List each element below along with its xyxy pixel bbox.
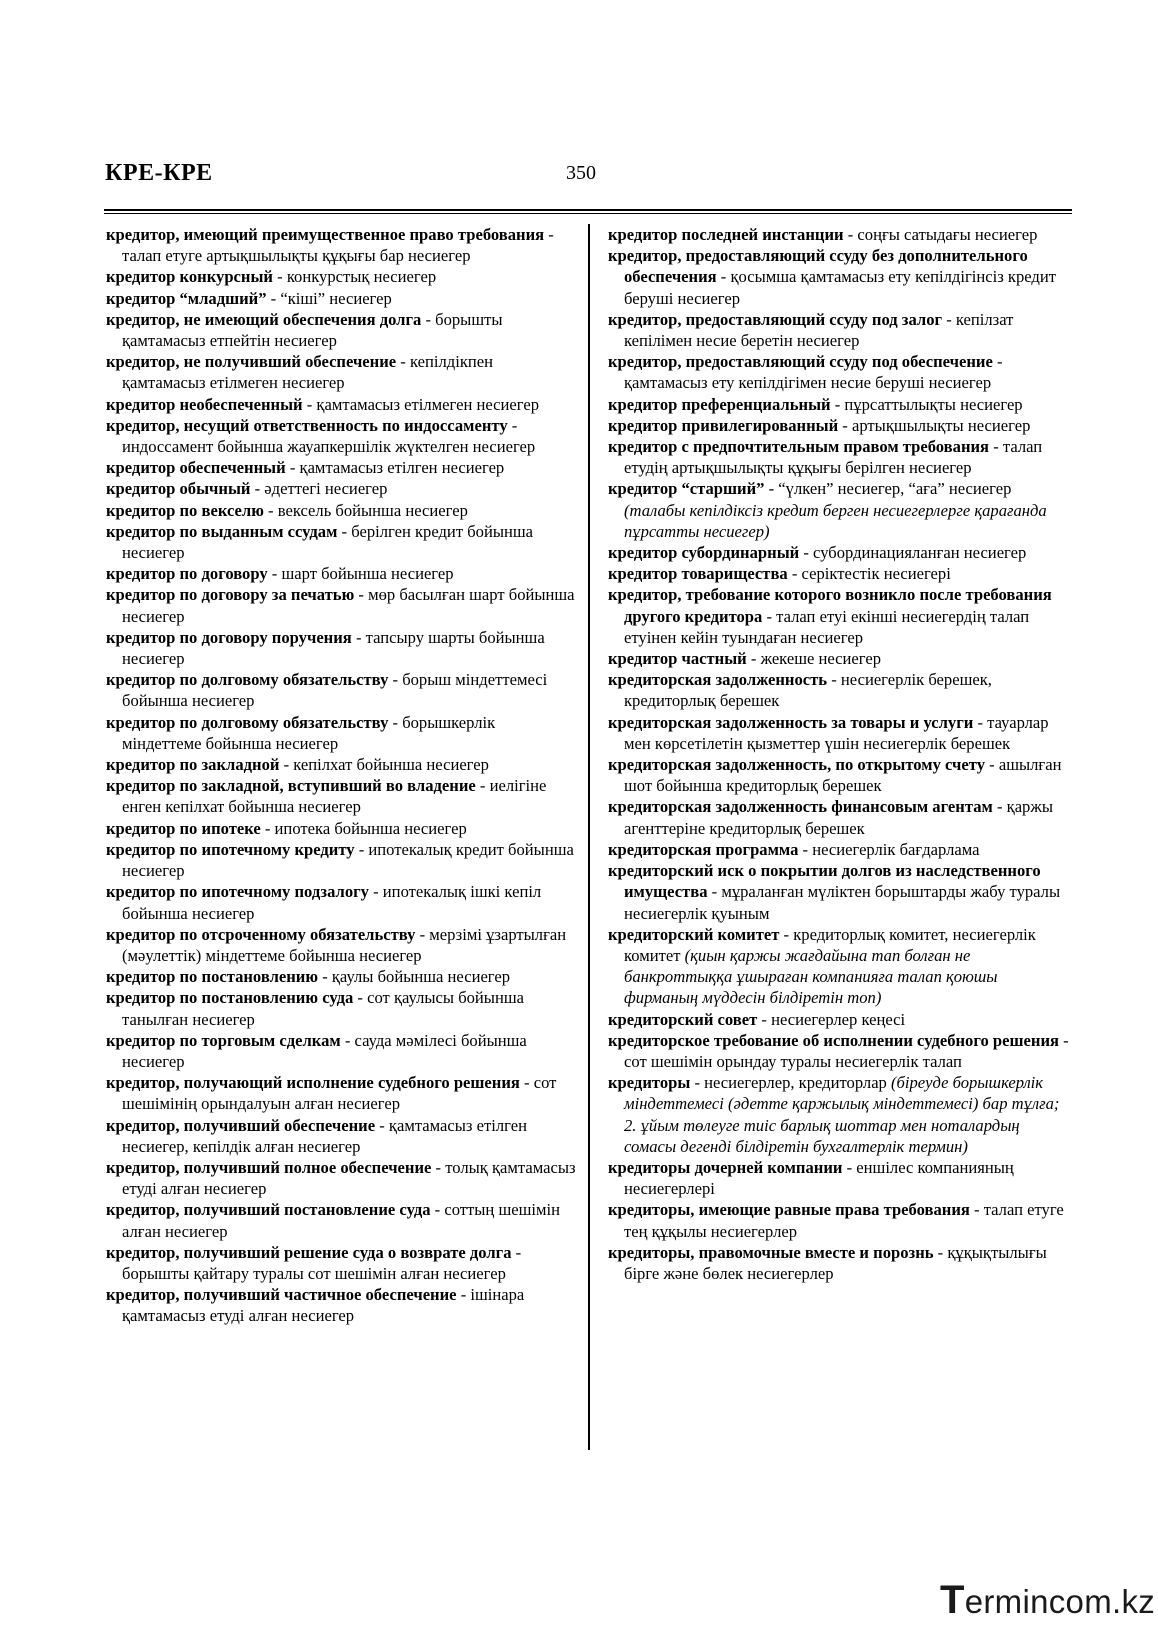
entry-definition: - соттың шешімін алған несиегер	[122, 1200, 560, 1241]
entry-definition: - вексель бойынша несиегер	[263, 500, 468, 520]
logo-text: ermincom.kz	[964, 1583, 1156, 1620]
dictionary-entry	[106, 775, 578, 817]
entry-definition: - серіктестік несиегері	[787, 564, 951, 584]
entry-term: кредиторский совет	[608, 1009, 758, 1029]
dictionary-entry	[106, 1072, 578, 1114]
entry-definition: - тауарлар мен көрсетілетін қызметтер үшін несиегерлік берешек	[624, 712, 1049, 753]
dictionary-entry	[106, 1030, 578, 1072]
entry-term: кредитор, получивший обеспечение	[106, 1115, 376, 1135]
dictionary-entry	[608, 309, 1074, 351]
entry-definition: - мөр басылған шарт бойынша несиегер	[122, 585, 575, 626]
entry-definition: - кепілзат кепілімен несие беретін несиегер	[624, 309, 1014, 351]
entry-definition: - борышты қамтамасыз етпейтін несиегер	[122, 309, 503, 351]
entry-definition: - “үлкен” несиегер, “аға” несиегер	[764, 479, 1012, 499]
dictionary-entry	[608, 1242, 1074, 1284]
dictionary-entry	[106, 924, 578, 966]
entry-definition: - кредиторлық комитет, несиегерлік комитет	[624, 924, 1036, 965]
entry-definition: - борыш міндеттемесі бойынша несиегер	[122, 670, 548, 711]
dictionary-entry	[608, 351, 1074, 393]
entry-definition: - қаржы агенттеріне кредиторлық берешек	[624, 797, 1053, 838]
entry-term: кредиторы, имеющие равные права требования	[608, 1200, 970, 1220]
entry-term: кредитор преференциальный	[608, 394, 831, 414]
entry-definition: - сот шешімін орындау туралы несиегерлік талап	[624, 1030, 1069, 1071]
entry-term: кредиторская задолженность за товары и услуги	[608, 712, 974, 732]
entry-definition: - кепілхат бойынша несиегер	[279, 755, 489, 775]
entry-term: кредитор частный	[608, 649, 747, 669]
dictionary-entry	[608, 1157, 1074, 1199]
entry-term: кредитор по ипотеке	[106, 818, 261, 838]
entry-definition: - “кіші” несиегер	[266, 288, 392, 308]
dictionary-entry	[106, 521, 578, 563]
dictionary-entry	[608, 224, 1074, 245]
entry-definition: - борышкерлік міндеттеме бойынша несиегер	[122, 712, 496, 753]
dictionary-entry	[608, 648, 1074, 669]
entry-definition: - талап етуге артықшылықты құқығы бар несиегер	[122, 225, 554, 266]
entry-term: кредитор обычный	[106, 479, 251, 499]
entry-definition: - субординацияланған несиегер	[799, 543, 1027, 563]
entry-definition: - пұрсаттылықты несиегер	[830, 394, 1023, 414]
entry-term: кредитор по отсроченному обязательству	[106, 924, 416, 944]
entry-definition: - ипотекалық ішкі кепіл бойынша несиегер	[122, 882, 542, 923]
entry-term: кредитор, получивший постановление суда	[106, 1200, 431, 1220]
entry-term: кредитор, требование которого возникло после требования другого кредитора	[608, 585, 1052, 626]
entry-term: кредитор субординарный	[608, 543, 800, 563]
entry-term: кредиторы	[608, 1073, 691, 1093]
entry-note: (талабы кепілдіксіз кредит берген несиегерлерге қарағанда пұрсатты несиегер)	[624, 500, 1047, 541]
dictionary-entry	[106, 754, 578, 775]
dictionary-entry	[608, 436, 1074, 478]
entry-term: кредитор с предпочтительным правом требования	[608, 437, 990, 457]
entry-definition: - қамтамасыз етілген несиегер, кепілдік алған несиегер	[122, 1115, 527, 1156]
entry-definition: - тапсыру шарты бойынша несиегер	[122, 627, 545, 669]
entry-term: кредиторская задолженность	[608, 670, 828, 690]
entry-definition: - қаулы бойынша несиегер	[318, 967, 511, 987]
entry-term: кредитор по закладной	[106, 755, 280, 775]
dictionary-entry	[106, 224, 578, 266]
dictionary-entry	[106, 1115, 578, 1157]
entry-term: кредитор, предоставляющий ссуду под залог	[608, 309, 943, 329]
entry-term: кредитор, получивший решение суда о возврате долга	[106, 1242, 512, 1262]
entry-term: кредитор по постановлению суда	[106, 988, 354, 1008]
entry-term: кредитор, получивший частичное обеспечение	[106, 1285, 457, 1305]
entry-term: кредиторская программа	[608, 839, 799, 859]
entry-term: кредитор, предоставляющий ссуду под обеспечение	[608, 352, 993, 372]
entry-definition: - иелігіне енген кепілхат бойынша несиегер	[122, 776, 547, 817]
entry-term: кредитор по ипотечному подзалогу	[106, 882, 369, 902]
dictionary-entry	[106, 457, 578, 478]
header-rule-thick	[104, 209, 1072, 211]
dictionary-entry	[106, 818, 578, 839]
dictionary-entry	[106, 1284, 578, 1326]
terminco-logo	[940, 1578, 1155, 1623]
dictionary-entry	[608, 563, 1074, 584]
dictionary-entry	[608, 712, 1074, 754]
logo-initial: T	[940, 1578, 965, 1622]
entry-definition: - ішінара қамтамасыз етуді алған несиегер	[122, 1285, 525, 1326]
entry-term: кредитор по договору за печатью	[106, 585, 355, 605]
dictionary-entry	[608, 796, 1074, 838]
entry-definition: - шарт бойынша несиегер	[267, 564, 454, 584]
dictionary-entry	[106, 500, 578, 521]
entry-definition: - жекеше несиегер	[746, 649, 882, 669]
dictionary-entry	[608, 1009, 1074, 1030]
entry-definition: - талап етудің артықшылықты құқығы берілген несиегер	[624, 437, 1043, 478]
entry-definition: - кепілдікпен қамтамасыз етілмеген несиегер	[122, 352, 494, 393]
entry-definition: - қамтамасыз ету кепілдігімен несие беруші несиегер	[624, 352, 1003, 393]
entry-term: кредиторский иск о покрытии долгов из наследственного имущества	[608, 861, 1041, 902]
entry-definition: - берілген кредит бойынша несиегер	[122, 521, 534, 563]
entry-term: кредиторская задолженность, по открытому счету	[608, 755, 986, 775]
entry-definition: - ипотекалық кредит бойынша несиегер	[122, 839, 574, 881]
entry-term: кредитор по договору	[106, 564, 268, 584]
entry-definition: - ипотека бойынша несиегер	[260, 818, 467, 838]
entry-definition: - несиегерлік бағдарлама	[798, 839, 980, 859]
entry-term: кредитор, имеющий преимущественное право требования	[106, 225, 545, 244]
entry-term: кредитор по ипотечному кредиту	[106, 839, 355, 859]
dictionary-entry	[106, 584, 578, 626]
entry-term: кредитор обеспеченный	[106, 458, 286, 478]
right-column	[608, 224, 1074, 1284]
entry-term: кредиторская задолженность финансовым агентам	[608, 797, 993, 817]
entry-term: кредитор, не имеющий обеспечения долга	[106, 309, 422, 329]
entry-definition: - талап етуі екінші несиегердің талап етуінен кейін туындаған несиегер	[624, 606, 1030, 647]
entry-definition: - қамтамасыз етілмеген несиегер	[302, 394, 540, 414]
entry-term: кредитор необеспеченный	[106, 394, 303, 414]
dictionary-entry	[106, 1157, 578, 1199]
dictionary-entry	[608, 924, 1074, 1009]
dictionary-entry	[608, 669, 1074, 711]
entry-definition: - ашылған шот бойынша кредиторлық берешек	[624, 755, 1062, 796]
entry-term: кредитор “младший”	[106, 288, 267, 308]
entry-term: кредиторы, правомочные вместе и порознь	[608, 1242, 934, 1262]
dictionary-entry	[106, 881, 578, 923]
entry-term: кредитор конкурсный	[106, 267, 273, 287]
dictionary-entry	[106, 987, 578, 1029]
page-number: 350	[566, 162, 596, 184]
dictionary-entry	[608, 860, 1074, 924]
dictionary-entry	[608, 1072, 1074, 1157]
dictionary-entry	[608, 478, 1074, 542]
dictionary-entry	[608, 415, 1074, 436]
entry-definition: - сауда мәмілесі бойынша несиегер	[122, 1030, 527, 1071]
dictionary-entry	[106, 1199, 578, 1241]
left-column	[106, 224, 578, 1327]
entry-definition: - артықшылықты несиегер	[838, 415, 1031, 435]
entry-definition: - еншілес компанияның несиегерлері	[624, 1157, 1014, 1199]
entry-definition: - толық қамтамасыз етуді алған несиегер	[122, 1157, 576, 1199]
dictionary-entry	[608, 584, 1074, 648]
entry-term: кредитор по выданным ссудам	[106, 521, 338, 541]
entry-term: кредитор по долговому обязательству	[106, 712, 389, 732]
dictionary-entry	[106, 309, 578, 351]
entry-term: кредитор по долговому обязательству	[106, 670, 389, 690]
dictionary-entry	[608, 394, 1074, 415]
dictionary-entry	[106, 712, 578, 754]
dictionary-entry	[106, 415, 578, 457]
dictionary-entry	[106, 1242, 578, 1284]
entry-term: кредиторский комитет	[608, 924, 780, 944]
dictionary-entry	[106, 478, 578, 499]
entry-definition: - қамтамасыз етілген несиегер	[285, 458, 505, 478]
dictionary-entry	[106, 627, 578, 669]
entry-term: кредиторское требование об исполнении судебного решения	[608, 1030, 1059, 1050]
entry-term: кредитор “старший”	[608, 479, 765, 499]
entry-definition: - қосымша қамтамасыз ету кепілдігінсіз кредит беруші несиегер	[624, 267, 1057, 308]
dictionary-entry	[106, 351, 578, 393]
entry-definition: - индоссамент бойынша жауапкершілік жүктелген несиегер	[122, 415, 536, 457]
dictionary-entry	[608, 754, 1074, 796]
entry-definition: - конкурстық несиегер	[273, 267, 437, 287]
entry-term: кредитор привилегированный	[608, 415, 839, 435]
entry-note: (біреуде борышкерлік міндеттемесі (әдетте қаржылық міндеттемесі) бар тұлға; 2. ұйым төлеуге тиіс барлық шоттар мен ноталардың сомасы дегенді білдіретін бухгалтерлік термин)	[624, 1073, 1060, 1156]
header-rule-thin	[104, 213, 1072, 214]
entry-definition: - мұраланған мүліктен борыштарды жабу туралы несиегерлік қуыным	[624, 882, 1061, 923]
entry-definition: - несиегерлер кеңесі	[757, 1009, 906, 1029]
entry-definition: - несиегерлер, кредиторлар	[690, 1073, 892, 1093]
dictionary-entry	[106, 966, 578, 987]
dictionary-entry	[608, 1030, 1074, 1072]
dictionary-entry	[608, 839, 1074, 860]
entry-term: кредитор по векселю	[106, 500, 264, 520]
entry-note: (қиын қаржы жағдайына тап болған не банкроттыққа ұшыраған компанияға талап қоюшы фирманың мүддесін білдіретін топ)	[624, 945, 998, 1008]
entry-definition: - талап етуге тең құқылы несиегерлер	[624, 1200, 1064, 1241]
entry-term: кредитор, не получивший обеспечение	[106, 352, 397, 372]
entry-term: кредитор, несущий ответственность по индоссаменту	[106, 415, 508, 435]
entry-definition: - сот шешімінің орындалуын алған несиегер	[122, 1073, 557, 1114]
entry-definition: - құқықтылығы бірге және бөлек несиегерлер	[624, 1242, 1047, 1283]
dictionary-entry	[608, 1199, 1074, 1241]
entry-definition: - соңғы сатыдағы несиегер	[843, 225, 1038, 244]
entry-term: кредитор последней инстанции	[608, 225, 844, 244]
entry-term: кредитор по торговым сделкам	[106, 1030, 341, 1050]
entry-term: кредитор по договору поручения	[106, 627, 352, 647]
entry-term: кредитор по постановлению	[106, 967, 319, 987]
dictionary-entry	[106, 394, 578, 415]
entry-definition: - әдеттегі несиегер	[250, 479, 388, 499]
dictionary-entry	[106, 563, 578, 584]
entry-definition: - мерзімі ұзартылған (мәулеттік) міндеттеме бойынша несиегер	[122, 924, 567, 965]
entry-definition: - сот қаулысы бойынша танылған несиегер	[122, 988, 524, 1029]
entry-term: кредиторы дочерней компании	[608, 1157, 843, 1177]
entry-term: кредитор, предоставляющий ссуду без дополнительного обеспечения	[608, 246, 1028, 287]
entry-term: кредитор, получающий исполнение судебного решения	[106, 1073, 520, 1093]
dictionary-entry	[106, 266, 578, 287]
dictionary-entry	[608, 542, 1074, 563]
entry-term: кредитор товарищества	[608, 564, 788, 584]
dictionary-entry	[106, 839, 578, 881]
entry-term: кредитор по закладной, вступивший во владение	[106, 776, 476, 796]
dictionary-entry	[106, 288, 578, 309]
dictionary-entry	[106, 669, 578, 711]
entry-definition: - несиегерлік берешек, кредиторлық берешек	[624, 670, 992, 711]
column-divider	[588, 224, 590, 1450]
page-header-title: КРЕ-КРЕ	[105, 160, 213, 186]
dictionary-entry	[608, 245, 1074, 309]
entry-definition: - борышты қайтару туралы сот шешімін алған несиегер	[122, 1242, 522, 1283]
entry-term: кредитор, получивший полное обеспечение	[106, 1157, 432, 1177]
